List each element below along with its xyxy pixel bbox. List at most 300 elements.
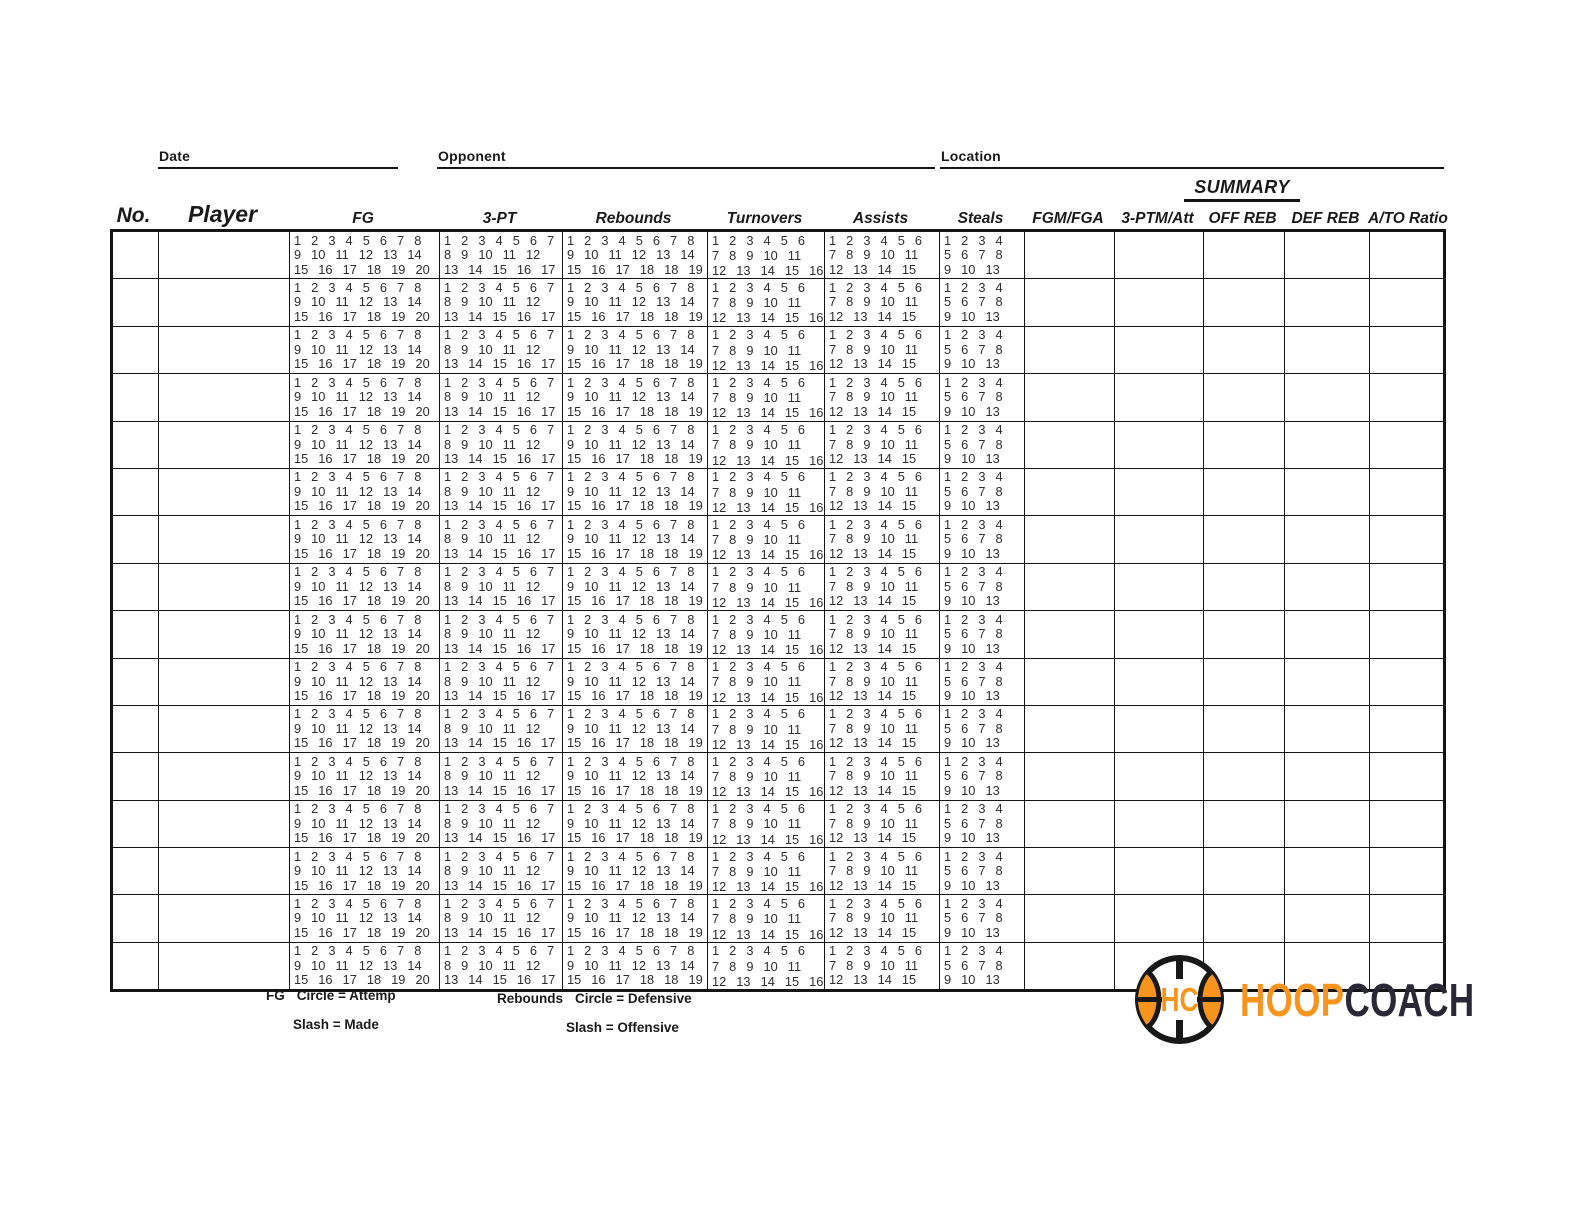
turnovers-grid-cell[interactable]: [708, 468, 825, 515]
tally-number-line[interactable]: 1 2 3 4 5 6 7 8: [567, 516, 695, 532]
rebounds-grid-cell[interactable]: [563, 705, 708, 752]
tally-number-line[interactable]: 5 6 7 8: [944, 294, 1003, 310]
fg-grid-cell[interactable]: [290, 753, 440, 800]
steals-grid-cell[interactable]: [940, 753, 1025, 800]
def-reb-cell[interactable]: [1285, 468, 1370, 515]
tally-number-line[interactable]: 12 13 14 15: [829, 782, 917, 798]
fgm-fga-cell[interactable]: [1025, 563, 1115, 610]
fg-grid-cell[interactable]: [290, 231, 440, 279]
tally-number-line[interactable]: 15 16 17 18 18 19: [567, 498, 703, 514]
tally-number-line[interactable]: 1 2 3 4 5 6: [712, 895, 805, 911]
tally-number-line[interactable]: 7 8 9 10 11: [829, 720, 919, 736]
off-reb-cell[interactable]: [1204, 468, 1285, 515]
assists-grid-cell[interactable]: [825, 895, 940, 942]
tally-number-line[interactable]: 1 2 3 4 5 6 7 8: [294, 469, 422, 485]
tally-number-line[interactable]: 7 8 9 10 11: [712, 437, 802, 453]
tally-number-line[interactable]: 15 16 17 18 19 20: [294, 593, 430, 609]
three-ptm-att-cell[interactable]: [1115, 848, 1204, 895]
tally-number-line[interactable]: 9 10 13: [944, 735, 1000, 751]
tally-number-line[interactable]: 13 14 15 16 17: [444, 403, 556, 419]
tally-number-line[interactable]: 8 9 10 11 12: [444, 294, 541, 310]
def-reb-cell[interactable]: [1285, 563, 1370, 610]
tally-number-line[interactable]: 1 2 3 4 5 6: [712, 374, 805, 390]
tally-number-line[interactable]: 8 9 10 11 12: [444, 578, 541, 594]
tally-number-line[interactable]: 9 10 11 12 13 14: [567, 531, 695, 547]
tally-number-line[interactable]: 7 8 9 10 11: [829, 957, 919, 973]
tally-number-line[interactable]: 7 8 9 10 11: [712, 911, 802, 927]
tally-number-line[interactable]: 12 13 14 15 16: [712, 405, 824, 421]
three-pt-grid-cell[interactable]: [440, 942, 563, 990]
fgm-fga-cell[interactable]: [1025, 326, 1115, 373]
tally-number-line[interactable]: 9 10 11 12 13 14: [567, 436, 695, 452]
tally-number-line[interactable]: 15 16 17 18 19 20: [294, 735, 430, 751]
a-to-ratio-cell[interactable]: [1370, 421, 1445, 468]
tally-number-line[interactable]: 12 13 14 15 16: [712, 689, 824, 705]
tally-number-line[interactable]: 9 10 11 12 13 14: [567, 341, 695, 357]
tally-number-line[interactable]: 15 16 17 18 18 19: [567, 688, 703, 704]
tally-number-line[interactable]: 13 14 15 16 17: [444, 261, 556, 277]
tally-number-line[interactable]: 15 16 17 18 18 19: [567, 735, 703, 751]
tally-number-line[interactable]: 1 2 3 4 5 6: [829, 753, 922, 769]
tally-number-line[interactable]: 5 6 7 8: [944, 389, 1003, 405]
off-reb-cell[interactable]: [1204, 800, 1285, 847]
assists-grid-cell[interactable]: [825, 848, 940, 895]
tally-number-line[interactable]: 1 2 3 4 5 6: [829, 564, 922, 580]
tally-number-line[interactable]: 9 10 13: [944, 924, 1000, 940]
a-to-ratio-cell[interactable]: [1370, 516, 1445, 563]
three-pt-grid-cell[interactable]: [440, 374, 563, 421]
player-name-cell[interactable]: [159, 848, 290, 895]
tally-number-line[interactable]: 1 2 3 4 5 6: [712, 611, 805, 627]
tally-number-line[interactable]: 1 2 3 4: [944, 706, 1003, 722]
steals-grid-cell[interactable]: [940, 611, 1025, 658]
a-to-ratio-cell[interactable]: [1370, 658, 1445, 705]
tally-number-line[interactable]: 8 9 10 11 12: [444, 436, 541, 452]
tally-number-line[interactable]: 1 2 3 4 5 6 7 8: [567, 374, 695, 390]
tally-number-line[interactable]: 12 13 14 15: [829, 261, 917, 277]
tally-number-line[interactable]: 12 13 14 15 16: [712, 831, 824, 847]
tally-number-line[interactable]: 12 13 14 15 16: [712, 547, 824, 563]
fg-grid-cell[interactable]: [290, 942, 440, 990]
opponent-field-line[interactable]: [437, 148, 935, 169]
player-number-cell[interactable]: [112, 468, 159, 515]
a-to-ratio-cell[interactable]: [1370, 231, 1445, 279]
player-name-cell[interactable]: [159, 800, 290, 847]
tally-number-line[interactable]: 9 10 11 12 13 14: [567, 247, 695, 262]
tally-number-line[interactable]: 1 2 3 4 5 6 7 8: [294, 232, 422, 248]
tally-number-line[interactable]: 15 16 17 18 19 20: [294, 830, 430, 846]
tally-number-line[interactable]: 1 2 3 4 5 6 7 8: [567, 706, 695, 722]
tally-number-line[interactable]: 15 16 17 18 18 19: [567, 782, 703, 798]
three-ptm-att-cell[interactable]: [1115, 231, 1204, 279]
tally-number-line[interactable]: 1 2 3 4 5 6 7 8: [567, 327, 695, 343]
tally-number-line[interactable]: 1 2 3 4: [944, 848, 1003, 864]
tally-number-line[interactable]: 12 13 14 15 16: [712, 737, 824, 752]
off-reb-cell[interactable]: [1204, 753, 1285, 800]
tally-number-line[interactable]: 7 8 9 10 11: [829, 673, 919, 689]
tally-number-line[interactable]: 8 9 10 11 12: [444, 341, 541, 357]
tally-number-line[interactable]: 1 2 3 4 5 6 7 8: [294, 753, 422, 769]
tally-number-line[interactable]: 5 6 7 8: [944, 531, 1003, 547]
tally-number-line[interactable]: 1 2 3 4 5 6 7 8: [294, 374, 422, 390]
tally-number-line[interactable]: 13 14 15 16 17: [444, 498, 556, 514]
three-ptm-att-cell[interactable]: [1115, 705, 1204, 752]
tally-number-line[interactable]: 7 8 9 10 11: [829, 531, 919, 547]
tally-number-line[interactable]: 1 2 3 4 5 6: [712, 232, 805, 248]
tally-number-line[interactable]: 7 8 9 10 11: [712, 532, 802, 548]
tally-number-line[interactable]: 8 9 10 11 12: [444, 247, 541, 262]
tally-number-line[interactable]: 1 2 3 4 5 6: [712, 327, 805, 343]
turnovers-grid-cell[interactable]: [708, 516, 825, 563]
turnovers-grid-cell[interactable]: [708, 848, 825, 895]
tally-number-line[interactable]: 9 10 11 12 13 14: [567, 720, 695, 736]
def-reb-cell[interactable]: [1285, 753, 1370, 800]
tally-number-line[interactable]: 7 8 9 10 11: [712, 579, 802, 595]
fgm-fga-cell[interactable]: [1025, 895, 1115, 942]
tally-number-line[interactable]: 9 10 13: [944, 451, 1000, 467]
player-number-cell[interactable]: [112, 753, 159, 800]
three-ptm-att-cell[interactable]: [1115, 374, 1204, 421]
tally-number-line[interactable]: 12 13 14 15: [829, 498, 917, 514]
tally-number-line[interactable]: 8 9 10 11 12: [444, 720, 541, 736]
tally-number-line[interactable]: 12 13 14 15: [829, 972, 917, 988]
tally-number-line[interactable]: 7 8 9 10 11: [712, 958, 802, 974]
tally-number-line[interactable]: 1 2 3 4 5 6 7 8: [294, 327, 422, 343]
tally-number-line[interactable]: 1 2 3 4 5 6 7 8: [567, 232, 695, 248]
tally-number-line[interactable]: 15 16 17 18 18 19: [567, 261, 703, 277]
tally-number-line[interactable]: 15 16 17 18 18 19: [567, 545, 703, 561]
rebounds-grid-cell[interactable]: [563, 516, 708, 563]
three-pt-grid-cell[interactable]: [440, 326, 563, 373]
tally-number-line[interactable]: 12 13 14 15 16: [712, 310, 824, 326]
tally-number-line[interactable]: 7 8 9 10 11: [712, 816, 802, 832]
three-ptm-att-cell[interactable]: [1115, 468, 1204, 515]
tally-number-line[interactable]: 12 13 14 15 16: [712, 926, 824, 942]
player-number-cell[interactable]: [112, 326, 159, 373]
a-to-ratio-cell[interactable]: [1370, 705, 1445, 752]
tally-number-line[interactable]: 12 13 14 15: [829, 593, 917, 609]
off-reb-cell[interactable]: [1204, 516, 1285, 563]
tally-number-line[interactable]: 1 2 3 4 5 6: [712, 279, 805, 295]
fg-grid-cell[interactable]: [290, 705, 440, 752]
tally-number-line[interactable]: 1 2 3 4 5 6: [712, 659, 805, 675]
steals-grid-cell[interactable]: [940, 421, 1025, 468]
fg-grid-cell[interactable]: [290, 563, 440, 610]
tally-number-line[interactable]: 1 2 3 4 5 6 7: [444, 706, 555, 722]
tally-number-line[interactable]: 12 13 14 15: [829, 356, 917, 372]
tally-number-line[interactable]: 7 8 9 10 11: [712, 484, 802, 500]
player-number-cell[interactable]: [112, 800, 159, 847]
a-to-ratio-cell[interactable]: [1370, 895, 1445, 942]
tally-number-line[interactable]: 15 16 17 18 19 20: [294, 261, 430, 277]
tally-number-line[interactable]: 1 2 3 4 5 6 7 8: [567, 611, 695, 627]
steals-grid-cell[interactable]: [940, 516, 1025, 563]
assists-grid-cell[interactable]: [825, 800, 940, 847]
tally-number-line[interactable]: 9 10 11 12 13 14: [294, 483, 422, 499]
three-pt-grid-cell[interactable]: [440, 279, 563, 326]
rebounds-grid-cell[interactable]: [563, 279, 708, 326]
tally-number-line[interactable]: 9 10 11 12 13 14: [567, 910, 695, 926]
rebounds-grid-cell[interactable]: [563, 468, 708, 515]
three-pt-grid-cell[interactable]: [440, 563, 563, 610]
three-ptm-att-cell[interactable]: [1115, 895, 1204, 942]
three-pt-grid-cell[interactable]: [440, 231, 563, 279]
tally-number-line[interactable]: 1 2 3 4 5 6 7 8: [294, 801, 422, 817]
tally-number-line[interactable]: 1 2 3 4: [944, 943, 1003, 959]
tally-number-line[interactable]: 1 2 3 4: [944, 895, 1003, 911]
def-reb-cell[interactable]: [1285, 516, 1370, 563]
tally-number-line[interactable]: 1 2 3 4 5 6 7: [444, 611, 555, 627]
def-reb-cell[interactable]: [1285, 326, 1370, 373]
player-number-cell[interactable]: [112, 279, 159, 326]
steals-grid-cell[interactable]: [940, 468, 1025, 515]
turnovers-grid-cell[interactable]: [708, 326, 825, 373]
a-to-ratio-cell[interactable]: [1370, 563, 1445, 610]
tally-number-line[interactable]: 5 6 7 8: [944, 578, 1003, 594]
tally-number-line[interactable]: 7 8 9 10 11: [829, 389, 919, 405]
tally-number-line[interactable]: 5 6 7 8: [944, 768, 1003, 784]
player-number-cell[interactable]: [112, 374, 159, 421]
def-reb-cell[interactable]: [1285, 374, 1370, 421]
tally-number-line[interactable]: 1 2 3 4: [944, 611, 1003, 627]
tally-number-line[interactable]: 9 10 11 12 13 14: [567, 389, 695, 405]
a-to-ratio-cell[interactable]: [1370, 848, 1445, 895]
player-number-cell[interactable]: [112, 942, 159, 990]
tally-number-line[interactable]: 1 2 3 4: [944, 469, 1003, 485]
tally-number-line[interactable]: 12 13 14 15: [829, 830, 917, 846]
tally-number-line[interactable]: 9 10 11 12 13 14: [567, 768, 695, 784]
tally-number-line[interactable]: 5 6 7 8: [944, 341, 1003, 357]
three-pt-grid-cell[interactable]: [440, 705, 563, 752]
tally-number-line[interactable]: 7 8 9 10 11: [712, 626, 802, 642]
tally-number-line[interactable]: 7 8 9 10 11: [829, 863, 919, 879]
steals-grid-cell[interactable]: [940, 895, 1025, 942]
steals-grid-cell[interactable]: [940, 374, 1025, 421]
three-ptm-att-cell[interactable]: [1115, 611, 1204, 658]
tally-number-line[interactable]: 13 14 15 16 17: [444, 308, 556, 324]
tally-number-line[interactable]: 9 10 13: [944, 640, 1000, 656]
tally-number-line[interactable]: 13 14 15 16 17: [444, 830, 556, 846]
tally-number-line[interactable]: 15 16 17 18 18 19: [567, 593, 703, 609]
tally-number-line[interactable]: 1 2 3 4 5 6 7: [444, 659, 555, 675]
fg-grid-cell[interactable]: [290, 895, 440, 942]
player-name-cell[interactable]: [159, 468, 290, 515]
fgm-fga-cell[interactable]: [1025, 753, 1115, 800]
player-number-cell[interactable]: [112, 848, 159, 895]
tally-number-line[interactable]: 9 10 11 12 13 14: [567, 483, 695, 499]
player-name-cell[interactable]: [159, 326, 290, 373]
tally-number-line[interactable]: 13 14 15 16 17: [444, 356, 556, 372]
tally-number-line[interactable]: 1 2 3 4 5 6: [829, 706, 922, 722]
def-reb-cell[interactable]: [1285, 421, 1370, 468]
player-number-cell[interactable]: [112, 658, 159, 705]
tally-number-line[interactable]: 7 8 9 10 11: [712, 389, 802, 405]
tally-number-line[interactable]: 1 2 3 4 5 6 7 8: [567, 943, 695, 959]
a-to-ratio-cell[interactable]: [1370, 800, 1445, 847]
fg-grid-cell[interactable]: [290, 800, 440, 847]
tally-number-line[interactable]: 15 16 17 18 18 19: [567, 972, 703, 988]
tally-number-line[interactable]: 15 16 17 18 19 20: [294, 451, 430, 467]
turnovers-grid-cell[interactable]: [708, 231, 825, 279]
three-ptm-att-cell[interactable]: [1115, 658, 1204, 705]
tally-number-line[interactable]: 1 2 3 4 5 6 7 8: [567, 279, 695, 295]
tally-number-line[interactable]: 8 9 10 11 12: [444, 910, 541, 926]
tally-number-line[interactable]: 9 10 13: [944, 877, 1000, 893]
fgm-fga-cell[interactable]: [1025, 374, 1115, 421]
off-reb-cell[interactable]: [1204, 231, 1285, 279]
tally-number-line[interactable]: 15 16 17 18 18 19: [567, 830, 703, 846]
tally-number-line[interactable]: 7 8 9 10 11: [829, 910, 919, 926]
steals-grid-cell[interactable]: [940, 279, 1025, 326]
tally-number-line[interactable]: 5 6 7 8: [944, 626, 1003, 642]
three-ptm-att-cell[interactable]: [1115, 516, 1204, 563]
tally-number-line[interactable]: 13 14 15 16 17: [444, 593, 556, 609]
rebounds-grid-cell[interactable]: [563, 848, 708, 895]
tally-number-line[interactable]: 8 9 10 11 12: [444, 957, 541, 973]
assists-grid-cell[interactable]: [825, 611, 940, 658]
player-name-cell[interactable]: [159, 563, 290, 610]
turnovers-grid-cell[interactable]: [708, 658, 825, 705]
tally-number-line[interactable]: 9 10 13: [944, 356, 1000, 372]
tally-number-line[interactable]: 15 16 17 18 19 20: [294, 640, 430, 656]
a-to-ratio-cell[interactable]: [1370, 374, 1445, 421]
tally-number-line[interactable]: 12 13 14 15: [829, 403, 917, 419]
steals-grid-cell[interactable]: [940, 231, 1025, 279]
tally-number-line[interactable]: 1 2 3 4 5 6 7 8: [294, 706, 422, 722]
tally-number-line[interactable]: 1 2 3 4 5 6 7: [444, 943, 555, 959]
tally-number-line[interactable]: 9 10 13: [944, 972, 1000, 988]
fgm-fga-cell[interactable]: [1025, 611, 1115, 658]
three-ptm-att-cell[interactable]: [1115, 800, 1204, 847]
tally-number-line[interactable]: 5 6 7 8: [944, 436, 1003, 452]
assists-grid-cell[interactable]: [825, 279, 940, 326]
off-reb-cell[interactable]: [1204, 658, 1285, 705]
player-number-cell[interactable]: [112, 231, 159, 279]
tally-number-line[interactable]: 1 2 3 4 5 6: [829, 232, 922, 248]
tally-number-line[interactable]: 1 2 3 4 5 6: [712, 706, 805, 722]
tally-number-line[interactable]: 7 8 9 10 11: [712, 769, 802, 785]
tally-number-line[interactable]: 9 10 13: [944, 782, 1000, 798]
tally-number-line[interactable]: 9 10 11 12 13 14: [567, 863, 695, 879]
tally-number-line[interactable]: 12 13 14 15 16: [712, 500, 824, 516]
tally-number-line[interactable]: 1 2 3 4 5 6 7: [444, 279, 555, 295]
assists-grid-cell[interactable]: [825, 563, 940, 610]
player-name-cell[interactable]: [159, 421, 290, 468]
player-number-cell[interactable]: [112, 421, 159, 468]
tally-number-line[interactable]: 8 9 10 11 12: [444, 815, 541, 831]
def-reb-cell[interactable]: [1285, 279, 1370, 326]
fgm-fga-cell[interactable]: [1025, 705, 1115, 752]
rebounds-grid-cell[interactable]: [563, 658, 708, 705]
tally-number-line[interactable]: 1 2 3 4 5 6 7 8: [567, 659, 695, 675]
tally-number-line[interactable]: 9 10 13: [944, 308, 1000, 324]
fg-grid-cell[interactable]: [290, 516, 440, 563]
off-reb-cell[interactable]: [1204, 563, 1285, 610]
tally-number-line[interactable]: 1 2 3 4 5 6 7: [444, 753, 555, 769]
tally-number-line[interactable]: 9 10 13: [944, 688, 1000, 704]
fgm-fga-cell[interactable]: [1025, 800, 1115, 847]
tally-number-line[interactable]: 1 2 3 4 5 6 7 8: [294, 564, 422, 580]
tally-number-line[interactable]: 12 13 14 15 16: [712, 357, 824, 373]
player-number-cell[interactable]: [112, 705, 159, 752]
assists-grid-cell[interactable]: [825, 516, 940, 563]
fg-grid-cell[interactable]: [290, 848, 440, 895]
assists-grid-cell[interactable]: [825, 374, 940, 421]
tally-number-line[interactable]: 7 8 9 10 11: [829, 626, 919, 642]
tally-number-line[interactable]: 1 2 3 4 5 6: [829, 659, 922, 675]
tally-number-line[interactable]: 7 8 9 10 11: [712, 721, 802, 737]
fgm-fga-cell[interactable]: [1025, 279, 1115, 326]
tally-number-line[interactable]: 13 14 15 16 17: [444, 545, 556, 561]
tally-number-line[interactable]: 9 10 11 12 13 14: [294, 815, 422, 831]
turnovers-grid-cell[interactable]: [708, 279, 825, 326]
tally-number-line[interactable]: 9 10 11 12 13 14: [294, 768, 422, 784]
three-pt-grid-cell[interactable]: [440, 800, 563, 847]
off-reb-cell[interactable]: [1204, 705, 1285, 752]
tally-number-line[interactable]: 12 13 14 15 16: [712, 452, 824, 468]
assists-grid-cell[interactable]: [825, 326, 940, 373]
steals-grid-cell[interactable]: [940, 800, 1025, 847]
tally-number-line[interactable]: 1 2 3 4 5 6: [829, 611, 922, 627]
tally-number-line[interactable]: 5 6 7 8: [944, 957, 1003, 973]
tally-number-line[interactable]: 12 13 14 15 16: [712, 642, 824, 658]
tally-number-line[interactable]: 1 2 3 4 5 6: [712, 848, 805, 864]
tally-number-line[interactable]: 9 10 11 12 13 14: [294, 389, 422, 405]
rebounds-grid-cell[interactable]: [563, 326, 708, 373]
tally-number-line[interactable]: 1 2 3 4 5 6: [829, 895, 922, 911]
tally-number-line[interactable]: 1 2 3 4: [944, 327, 1003, 343]
tally-number-line[interactable]: 1 2 3 4 5 6 7: [444, 801, 555, 817]
fg-grid-cell[interactable]: [290, 658, 440, 705]
tally-number-line[interactable]: 5 6 7 8: [944, 863, 1003, 879]
def-reb-cell[interactable]: [1285, 848, 1370, 895]
rebounds-grid-cell[interactable]: [563, 231, 708, 279]
def-reb-cell[interactable]: [1285, 658, 1370, 705]
tally-number-line[interactable]: 1 2 3 4 5 6 7: [444, 422, 555, 438]
steals-grid-cell[interactable]: [940, 848, 1025, 895]
tally-number-line[interactable]: 1 2 3 4: [944, 422, 1003, 438]
def-reb-cell[interactable]: [1285, 231, 1370, 279]
tally-number-line[interactable]: 12 13 14 15: [829, 640, 917, 656]
tally-number-line[interactable]: 5 6 7 8: [944, 815, 1003, 831]
tally-number-line[interactable]: 13 14 15 16 17: [444, 640, 556, 656]
a-to-ratio-cell[interactable]: [1370, 468, 1445, 515]
tally-number-line[interactable]: 7 8 9 10 11: [712, 674, 802, 690]
turnovers-grid-cell[interactable]: [708, 563, 825, 610]
tally-number-line[interactable]: 15 16 17 18 19 20: [294, 308, 430, 324]
tally-number-line[interactable]: 1 2 3 4 5 6 7: [444, 848, 555, 864]
off-reb-cell[interactable]: [1204, 279, 1285, 326]
three-pt-grid-cell[interactable]: [440, 611, 563, 658]
tally-number-line[interactable]: 1 2 3 4 5 6 7: [444, 469, 555, 485]
tally-number-line[interactable]: 1 2 3 4 5 6 7: [444, 516, 555, 532]
tally-number-line[interactable]: 1 2 3 4 5 6 7 8: [567, 422, 695, 438]
fgm-fga-cell[interactable]: [1025, 658, 1115, 705]
tally-number-line[interactable]: 1 2 3 4 5 6: [829, 943, 922, 959]
three-ptm-att-cell[interactable]: [1115, 326, 1204, 373]
fg-grid-cell[interactable]: [290, 611, 440, 658]
tally-number-line[interactable]: 7 8 9 10 11: [829, 341, 919, 357]
tally-number-line[interactable]: 1 2 3 4 5 6 7 8: [294, 848, 422, 864]
turnovers-grid-cell[interactable]: [708, 800, 825, 847]
assists-grid-cell[interactable]: [825, 468, 940, 515]
tally-number-line[interactable]: 12 13 14 15: [829, 451, 917, 467]
player-name-cell[interactable]: [159, 516, 290, 563]
three-ptm-att-cell[interactable]: [1115, 279, 1204, 326]
fgm-fga-cell[interactable]: [1025, 848, 1115, 895]
rebounds-grid-cell[interactable]: [563, 942, 708, 990]
fg-grid-cell[interactable]: [290, 326, 440, 373]
